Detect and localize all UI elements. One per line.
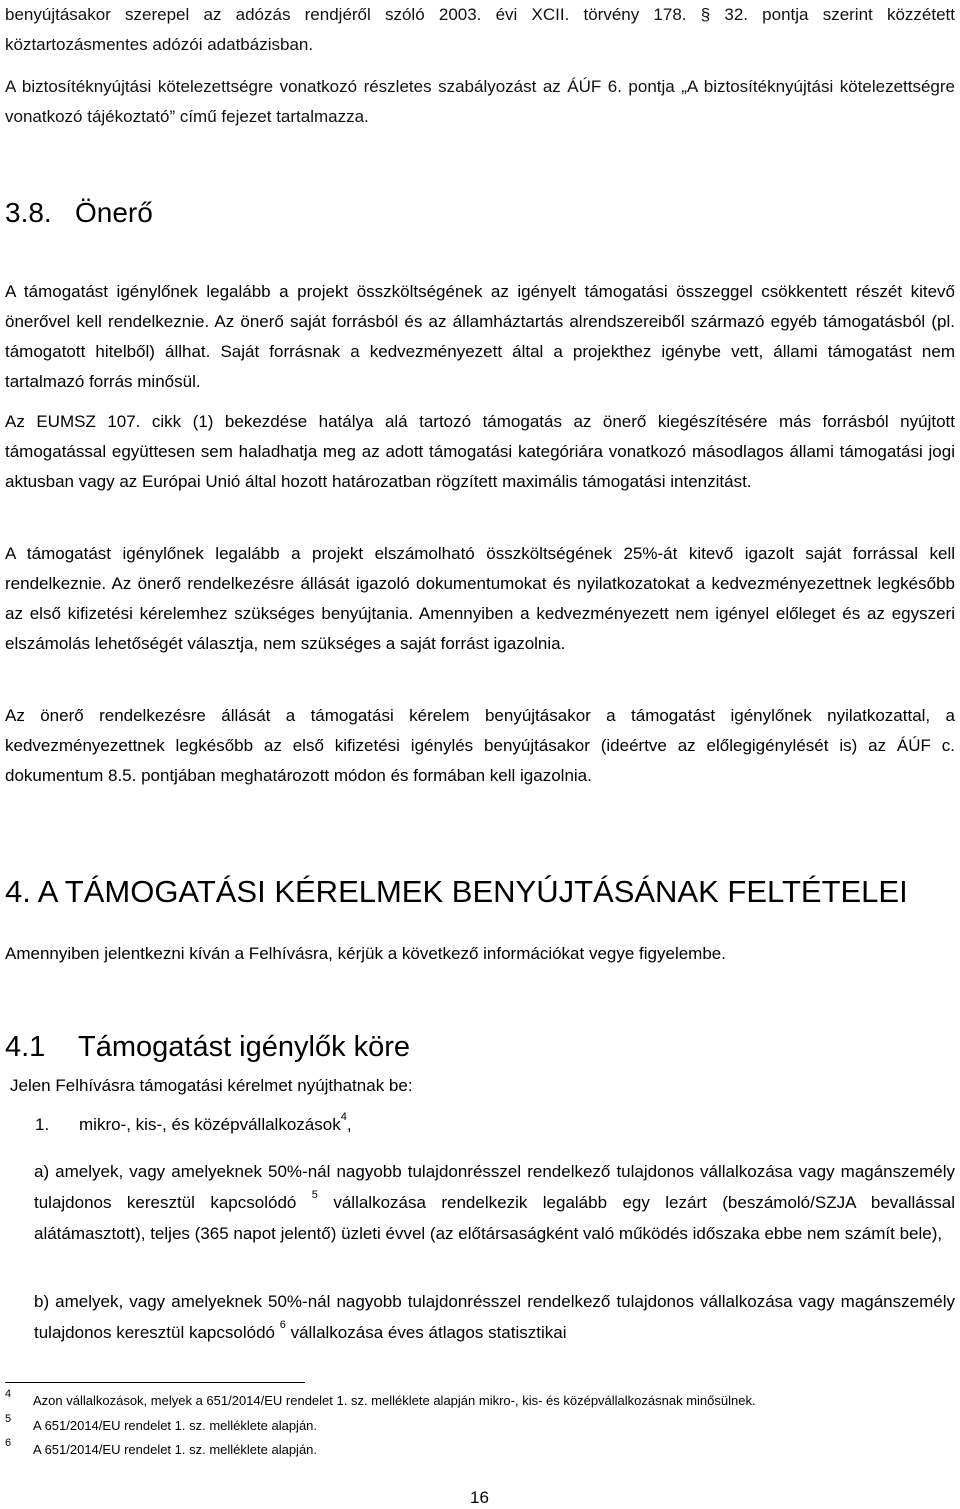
onero-paragraph-1: A támogatást igénylőnek legalább a projekt összköltségének az igényelt támogatási összeggel csökkentett részét kitevő önerővel kell rendelkeznie. Az önerő saját forrásból és az államháztartás alrendszereiből származó egyéb támogatásból (pl. támogatott hitelből) állhat. Saját forrásnak a kedvezményezett által a projekthez igénybe vett, állami támogatást nem tartalmazó forrás minősül. (5, 282, 955, 391)
sub-item-a-text-2: vállalkozása rendelkezik legalább egy lezárt (beszámoló/SZJA bevallással alátámasztott), teljes (365 napot jelentő) üzleti évvel (az előtársaságként való működés időszaka ebbe nem számít bele), (34, 1193, 955, 1243)
footnote-6-text: A 651/2014/EU rendelet 1. sz. melléklete alapján. (33, 1442, 318, 1457)
footnote-separator (5, 1382, 305, 1383)
section-4-1-intro: Jelen Felhívásra támogatási kérelmet nyújthatnak be: (10, 1076, 413, 1095)
footnote-5-number: 5 (5, 1413, 12, 1425)
footnote-ref-5[interactable]: 5 (311, 1189, 318, 1202)
list-item-1 (35, 1109, 352, 1141)
footnote-ref-4[interactable]: 4 (340, 1111, 347, 1124)
list-item-1-tail: , (346, 1115, 352, 1134)
onero-paragraph-4: Az önerő rendelkezésre állását a támogatási kérelem benyújtásakor a támogatást igénylőnek nyilatkozattal, a kedvezményezettnek legkésőbb az első kifizetési igénylés benyújtásakor (ideértve az előlegigénylését is) az ÁÚF c. dokumentum 8.5. pontjában meghatározott módon és formában kell igazolnia. (5, 706, 955, 785)
intro-paragraph-2: A biztosítéknyújtási kötelezettségre vonatkozó részletes szabályozást az ÁÚF 6. pontja „A biztosítéknyújtási kötelezettségre vonatkozó tájékoztató” című fejezet tartalmazza. (5, 77, 955, 126)
section-3-8-heading (5, 193, 153, 233)
section-4-1-title: Támogatást igénylők köre (78, 1031, 411, 1063)
sub-item-b (34, 1286, 955, 1348)
onero-paragraph-2: Az EUMSZ 107. cikk (1) bekezdése hatálya alá tartozó támogatás az önerő kiegészítésére más forrásból nyújtott támogatással együttesen sem haladhatja meg az adott támogatási kategóriára vonatkozó másodlagos állami támogatási jogi aktusban vagy az Európai Unió által hozott határozatban rögzített maximális támogatási intenzitást. (5, 412, 955, 491)
onero-paragraph-3: A támogatást igénylőnek legalább a projekt elszámolható összköltségének 25%-át kitevő igazolt saját forrással kell rendelkeznie. Az önerő rendelkezésre állását igazoló dokumentumokat és nyilatkozatokat a kedvezményezettnek legkésőbb az első kifizetési kérelemhez szükséges benyújtania. Amennyiben a kedvezményezett nem igényel előleget és az egyszeri elszámolás lehetőségét választja, nem szükséges a saját forrást igazolnia. (5, 544, 955, 653)
footnote-4-text: Azon vállalkozások, melyek a 651/2014/EU rendelet 1. sz. melléklete alapján mikro-, kis- és középvállalkozásnak minősülnek. (33, 1393, 756, 1408)
sub-item-b-text-1: b) amelyek, vagy amelyeknek 50%-nál nagyobb tulajdonrésszel rendelkező tulajdonos vállalkozása vagy magánszemély tulajdonos keresztül kapcsolódó (34, 1292, 955, 1342)
intro-paragraph-1: benyújtásakor szerepel az adózás rendjéről szóló 2003. évi XCII. törvény 178. § 32. pontja szerint közzétett köztartozásmentes adózói adatbázisban. (5, 5, 955, 54)
sub-item-a (34, 1156, 955, 1249)
page-number: 16 (470, 1488, 489, 1507)
section-3-8-number: 3.8. (5, 197, 52, 228)
list-item-1-text: mikro-, kis-, és középvállalkozások (79, 1115, 341, 1134)
footnote-4-number: 4 (5, 1388, 12, 1400)
footnote-ref-6[interactable]: 6 (279, 1319, 286, 1332)
section-3-8-title: Önerő (75, 197, 153, 228)
section-4-1-heading (5, 1027, 410, 1067)
section-4-intro: Amennyiben jelentkezni kíván a Felhívásra, kérjük a következő információkat vegye figyelembe. (5, 944, 726, 963)
sub-item-b-text-2: vállalkozása éves átlagos statisztikai (285, 1323, 567, 1342)
section-4-heading: 4. A TÁMOGATÁSI KÉRELMEK BENYÚJTÁSÁNAK FELTÉTELEI (5, 874, 908, 909)
section-4-1-number: 4.1 (5, 1031, 46, 1063)
footnote-6-number: 6 (5, 1437, 12, 1449)
sub-item-a-text-1: a) amelyek, vagy amelyeknek 50%-nál nagyobb tulajdonrésszel rendelkező tulajdonos vállalkozása vagy magánszemély tulajdonos keresztül kapcsolódó (34, 1162, 955, 1212)
footnote-5-text: A 651/2014/EU rendelet 1. sz. melléklete alapján. (33, 1418, 318, 1433)
list-item-1-number: 1. (35, 1115, 50, 1134)
